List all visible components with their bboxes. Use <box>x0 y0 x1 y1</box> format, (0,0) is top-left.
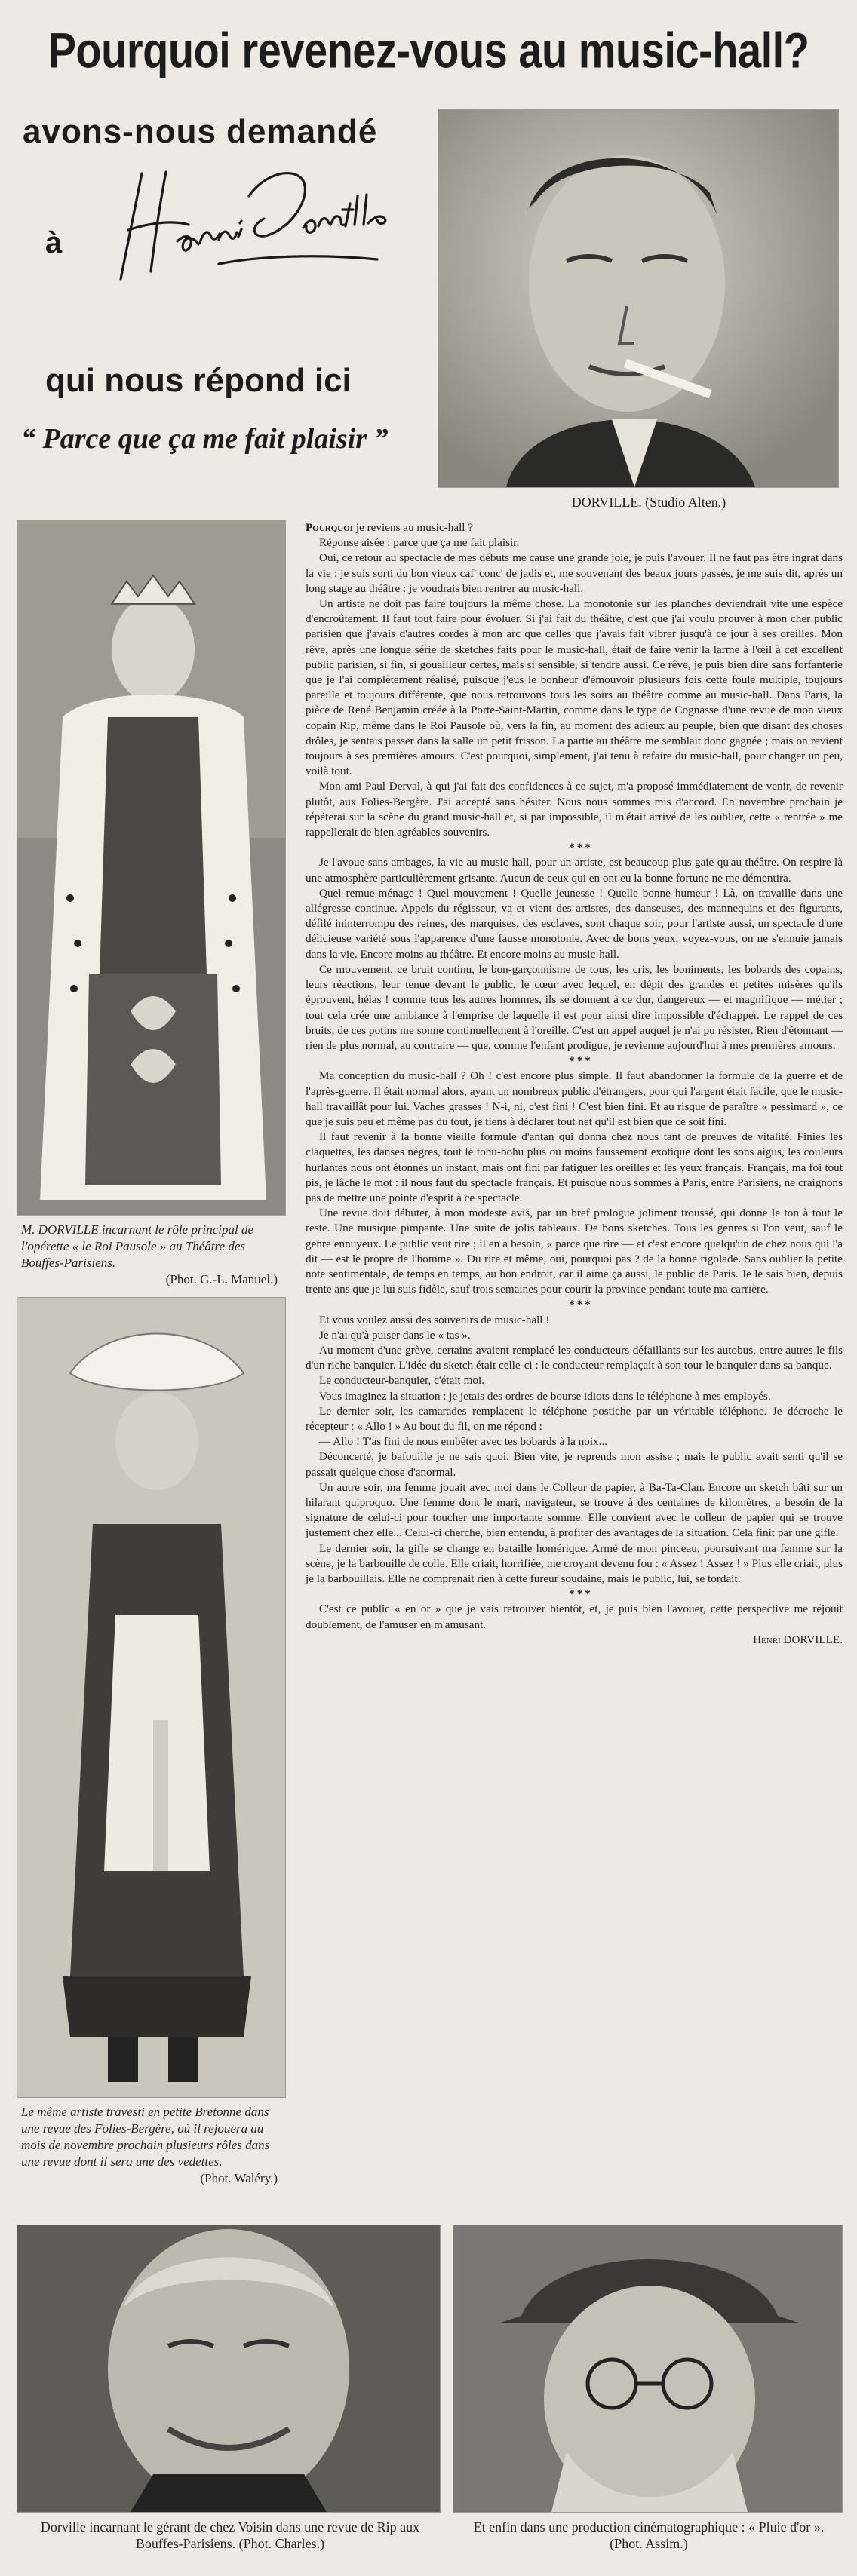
intro-line-2: qui nous répond ici <box>45 362 352 399</box>
section-separator: *** <box>569 841 593 854</box>
intro-quote: “ Parce que ça me fait plaisir ” <box>21 423 389 455</box>
caption-bret-text: Le même artiste travesti en petite Bretonne dans une revue des Folies-Bergère, où il rejouera au mois de novembre prochain plusieurs rôles dans une revue dont il sera une des vedettes. <box>21 2105 270 2169</box>
article-paragraph: Un artiste ne doit pas faire toujours la même chose. La monotonie sur les planches deviendrait vite une espèce d'encroûtement. Il faut tout faire pour évoluer. Si j'ai fait du théâtre, c'est que j'ai voulu prouver à mon cher public parisien que j'avais d'autres cordes à mon arc que celles que j'avais fait vibrer jusqu'à ce jour à ses oreilles. Mon rêve, après une longue série de sketches faits pour le music-hall, était de faire venir la larme à l'œil à cet excellent public parisien, si fin, si gouailleur certes, mais si sensible, si tendre aussi. Ce rêve, je puis bien dire sans forfanterie que je l'ai complètement réalisé, puisque j'eus le bonheur d'émouvoir plusieurs fois cette foule multiple, toujours pareille et toujours différente, que nous retrouvons tous les soirs au théâtre comme au music-hall. Dans Paris, la pièce de René Benjamin créée à la Porte-Saint-Martin, comme dans le type de Cognasse d'une revue de mon vieux copain Rip, même dans le Roi Pausole où, vers la fin, au moment des adieux au peuple, bien que disant des choses drôles, je sentais passer dans la salle un petit frisson. La partie au théâtre me semblait donc gagnée ; mais on revient toujours à ses premières amours. C'est pourquoi, simplement, j'ai tenu à refaire du music-hall, pour changer un peu, voilà tout. <box>306 597 843 778</box>
caption-top-photo: DORVILLE. (Studio Alten.) <box>571 495 726 510</box>
article-paragraph: Mon ami Paul Derval, à qui j'ai fait des confidences à ce sujet, m'a proposé immédiatement de venir, de revenir plutôt, aux Folies-Bergère. J'ai accepté sans hésiter. Nous nous sommes mis d'accord. En novembre prochain je répéterai sur la scène du grand music-hall et, si par impossible, il m'était arrivé de les oublier, cette « rentrée » me rappellerait de bien agréables souvenirs. <box>306 780 843 839</box>
author-signature: Henri DORVILLE. <box>753 1633 843 1646</box>
article-paragraph <box>306 520 843 535</box>
headline: Pourquoi revenez-vous au music-hall? <box>48 22 809 78</box>
portrait-photo-top <box>438 109 839 488</box>
caption-roi-credit: (Phot. G.-L. Manuel.) <box>165 1272 278 1286</box>
article-paragraph: Une revue doit débuter, à mon modeste avis, par un bref prologue joliment troussé, qui donne le ton à tout le reste. Une musique pimpante. Une suite de jolis tableaux. De bons sketches. Tous les genres si l'on veut, sauf le genre ennuyeux. Le public veut rire ; il en a besoin, « parce que rire — et c'est encore quelqu'un de chez nous qui l'a dit — est le propre de l'homme ». Du rire et même, oui, pourquoi pas ? de la bonne rigolade. Sans oublier la petite note sentimentale, de temps en temps, au bon endroit, car il aime ça aussi, le public de Paris. Je le sais bien, depuis trente ans que je lui suis fidèle, sauf trois semaines pour courir la province pendant toute ma carrière. <box>306 1207 843 1296</box>
article-body <box>306 520 843 1648</box>
article-paragraph: Quel remue-ménage ! Quel mouvement ! Quelle jeunesse ! Quelle bonne humeur ! Là, on travaille dans une allégresse continue. Appels du régisseur, va et vient des artistes, des danseuses, des mannequins et des figurants, défilé ininterrompu des reines, des marquises, des esclaves, sont chaque soir, pour l'artiste aussi, un spectacle d'une délicieuse variété sous l'apparence d'une fausse monotonie. Avec de bons yeux, voyez-vous, on ne s'ennuie jamais dans la vie. Encore moins au théâtre. Et encore moins au music-hall. <box>306 886 843 961</box>
article-paragraph: Je l'avoue sans ambages, la vie au music-hall, pour un artiste, est beaucoup plus gaie qu'au théâtre. On respire là une atmosphère particulièrement grisante. Aucun de ceux qui en ont eu la bonne fortune ne me démentira. <box>306 856 843 885</box>
intro-line-1: avons-nous demandé <box>23 113 378 150</box>
caption-roi-text: M. DORVILLE incarnant le rôle principal de l'opérette « le Roi Pausole » au Théâtre des Bouffes-Parisiens. <box>21 1222 254 1270</box>
section-separator: *** <box>569 1298 593 1311</box>
photo-pluie-dor <box>453 2225 843 2513</box>
caption-pluie-dor: Et enfin dans une production cinématographique : « Pluie d'or ». (Phot. Assim.) <box>473 2519 825 2551</box>
article-paragraph: Ce mouvement, ce bruit continu, le bon-garçonnisme de tous, les cris, les boniments, les bobards des copains, leurs réactions, leur tenue devant le public, le cœur avec lequel, en dépit des grandes et petites misères qu'ils éprouvent, hélas ! comme tous les autres hommes, ils se donnent à ce dur, dangereux — et magnifique — métier ; tout cela crée une ambiance à l'emprise de laquelle il est pour ainsi dire impossible d'échapper. Le rappel de ces bruits, de ces potins me sonne continuellement à l'oreille. C'est un appel auquel je n'ai pu résister. Rien d'étonnant — rien de plus normal, au contraire — que, comme l'enfant prodigue, je revienne aujourd'hui à mes premières amours. <box>306 962 843 1052</box>
article-paragraph: Il faut revenir à la bonne vieille formule d'antan qui donna chez nous tant de preuves de vitalité. Finies les claquettes, les danses nègres, tout le tohu-bohu plus ou moins faussement exotique dont les sons aigus, les couleurs hurlantes nous ont étonnés un instant, mais ont fini par fatiguer les oreilles et les yeux français. Français, ma foi tout pis, je lâche le mot : il nous faut du spectacle français. Et puisque nous sommes à Paris, entre Parisiens, ne craignons pas de mettre une pointe d'esprit à ce spectacle. <box>306 1130 843 1204</box>
article-paragraph: Le dernier soir, les camarades remplacent le téléphone postiche par un véritable téléphone. Je décroche le récepteur : « Allo ! » Au bout du fil, on me répond : <box>306 1404 843 1433</box>
article-paragraph: — Allo ! T'as fini de nous embêter avec tes bobards à la noix... <box>319 1435 608 1449</box>
article-paragraph: Ma conception du music-hall ? Oh ! c'est encore plus simple. Il faut abandonner la formule de la guerre et de l'après-guerre. Il était normal alors, ayant un nombreux public d'étrangers, pour qui l'argent était facile, que le music-hall travaillât pour lui. Vaches grasses ! N-i, ni, c'est fini ! C'est bien fini. Et au risque de paraître « pessimard », ce que je suis peu et même pas du tout, je tiens à déclarer tout net qu'il est bien que ce soit fini. <box>306 1069 843 1128</box>
article-paragraph-text: je reviens au music-hall ? <box>353 521 474 534</box>
article-paragraph: Et vous voulez aussi des souvenirs de music-hall ! <box>319 1313 550 1326</box>
article-dropcap: Pourquoi <box>306 521 354 534</box>
article-paragraph: Je n'ai qu'à puiser dans le « tas ». <box>319 1328 471 1342</box>
article-paragraph: C'est ce public « en or » que je vais retrouver bientôt, et, je puis bien l'avouer, cette perspective me réjouit doublement, de l'amuser en m'amusant. <box>306 1602 843 1631</box>
article-paragraph: Un autre soir, ma femme jouait avec moi dans le Colleur de papier, à Ba-Ta-Clan. Encore un sketch bâti sur un hilarant quiproquo. Une femme dont le mari, navigateur, se trouve à des centaines de kilomètres, a besoin de la signature de celui-ci pour toucher une importante somme. Elle convient avec le colleur de papier qui se trouve justement chez elle... Celui-ci cherche, bien entendu, à profiter des avantages de la situation. Cela finit par une gifle. <box>306 1480 843 1540</box>
caption-bret-credit: (Phot. Waléry.) <box>200 2171 278 2185</box>
article-paragraph: Au moment d'une grève, certains avaient remplacé les conducteurs défaillants sur les autobus, entre autres le fils d'un riche banquier. L'idée du sketch était celle-ci : le conducteur remplaçait à son tour le banquier dans sa banque. <box>306 1343 843 1372</box>
intro-line-a: à <box>45 226 63 259</box>
article-paragraph: Déconcerté, je bafouille je ne sais quoi. Bien vite, je reprends mon assise ; mais le public avait senti qu'il se passait quelque chose d'anormal. <box>306 1450 843 1479</box>
handwritten-signature <box>106 151 392 294</box>
caption-roi-pausole <box>21 1222 278 1288</box>
article-paragraph: Le conducteur-banquier, c'était moi. <box>319 1374 484 1388</box>
article-paragraph: Le dernier soir, la gifle se change en bataille homérique. Armé de mon pinceau, poursuivant ma femme sur la scène, je la barbouille de colle. Elle criait, horrifiée, me croyant devenu fou : « Assez ! Assez ! » Plus elle criait, plus je la barbouillais. Elle ne comprenait rien à cette fureur soudaine, mais le public, lui, se tordait. <box>306 1541 843 1586</box>
photo-bretonne <box>17 1297 286 2098</box>
article-paragraph: Réponse aisée : parce que ça me fait plaisir. <box>319 536 520 550</box>
photo-roi-pausole <box>17 520 286 1216</box>
section-separator: *** <box>569 1054 593 1068</box>
article-paragraph: Vous imaginez la situation : je jetais des ordres de bourse idiots dans le téléphone à mes employés. <box>319 1389 771 1403</box>
article-paragraph: Oui, ce retour au spectacle de mes débuts me cause une grande joie, je puis l'avouer. Il ne faut pas être ingrat dans la vie : je suis sorti du bon vieux caf' conc' de jadis et, me souvenant des beaux jours passés, je me suis dit, après un long stage au théâtre : je voudrais bien rentrer au music-hall. <box>306 551 843 595</box>
caption-bretonne <box>21 2104 278 2187</box>
photo-voisin <box>17 2225 441 2513</box>
section-separator: *** <box>569 1587 593 1601</box>
caption-voisin: Dorville incarnant le gérant de chez Voisin dans une revue de Rip aux Bouffes-Parisiens. (Phot. Charles.) <box>40 2519 420 2551</box>
